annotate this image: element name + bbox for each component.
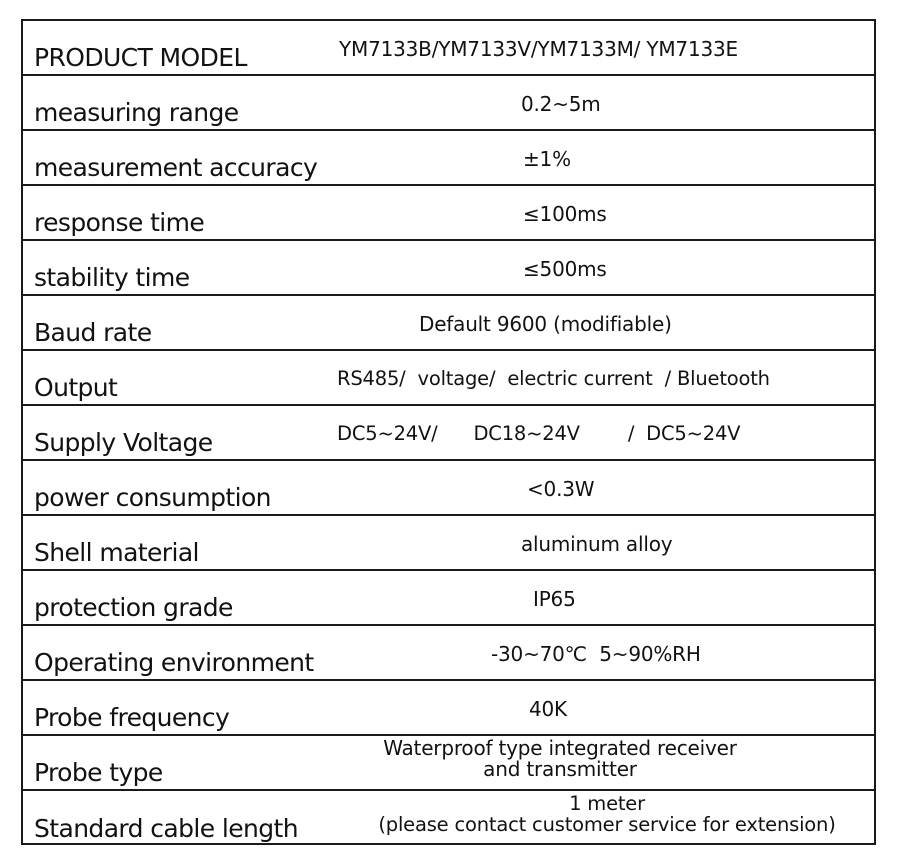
spec-value: ≤500ms: [523, 257, 607, 281]
spec-value: RS485/ voltage/ electric current / Bluetooth: [337, 367, 770, 390]
spec-value: 0.2~5m: [521, 92, 601, 116]
spec-label: Probe frequency: [34, 703, 230, 732]
spec-value: ≤100ms: [523, 202, 607, 226]
spec-value-line: (please contact customer service for extension): [378, 813, 836, 836]
spec-row-response-time: [23, 186, 874, 241]
spec-value: <0.3W: [527, 477, 595, 501]
spec-value-line: Waterproof type integrated receiver: [383, 736, 737, 760]
spec-row-operating-environment: [23, 626, 874, 681]
spec-label: response time: [34, 208, 205, 237]
spec-value-line: 1 meter: [569, 792, 645, 815]
spec-row-probe-frequency: [23, 681, 874, 736]
spec-value: 40K: [529, 697, 567, 721]
spec-row-measuring-range: [23, 76, 874, 131]
spec-value: [339, 793, 875, 835]
spec-row-product-model: [23, 21, 874, 76]
spec-value: [355, 738, 765, 780]
spec-label: stability time: [34, 263, 190, 292]
spec-label: Output: [34, 373, 118, 402]
spec-row-output: [23, 351, 874, 406]
spec-row-probe-type: [23, 736, 874, 791]
spec-value: IP65: [533, 587, 576, 611]
spec-value-line: and transmitter: [483, 757, 637, 781]
spec-row-shell-material: [23, 516, 874, 571]
spec-label: PRODUCT MODEL: [34, 43, 247, 72]
spec-value: -30~70℃ 5~90%RH: [491, 642, 701, 666]
spec-row-protection-grade: [23, 571, 874, 626]
spec-value: aluminum alloy: [521, 532, 673, 556]
spec-label: Baud rate: [34, 318, 152, 347]
spec-label: Operating environment: [34, 648, 314, 677]
spec-table: [21, 19, 876, 845]
spec-label: Standard cable length: [34, 814, 298, 843]
spec-label: power consumption: [34, 483, 271, 512]
spec-label: protection grade: [34, 593, 233, 622]
spec-value: DC5~24V/ DC18~24V / DC5~24V: [337, 422, 741, 445]
spec-value: Default 9600 (modifiable): [419, 312, 672, 336]
spec-row-measurement-accuracy: [23, 131, 874, 186]
spec-row-supply-voltage: [23, 406, 874, 461]
spec-row-power-consumption: [23, 461, 874, 516]
spec-value: ±1%: [523, 147, 571, 171]
spec-label: measuring range: [34, 98, 239, 127]
spec-row-stability-time: [23, 241, 874, 296]
spec-label: Supply Voltage: [34, 428, 213, 457]
spec-row-baud-rate: [23, 296, 874, 351]
spec-value: YM7133B/YM7133V/YM7133M/ YM7133E: [339, 37, 738, 61]
spec-label: Probe type: [34, 758, 163, 787]
spec-row-standard-cable-length: [23, 791, 874, 845]
spec-label: measurement accuracy: [34, 153, 318, 182]
spec-label: Shell material: [34, 538, 199, 567]
